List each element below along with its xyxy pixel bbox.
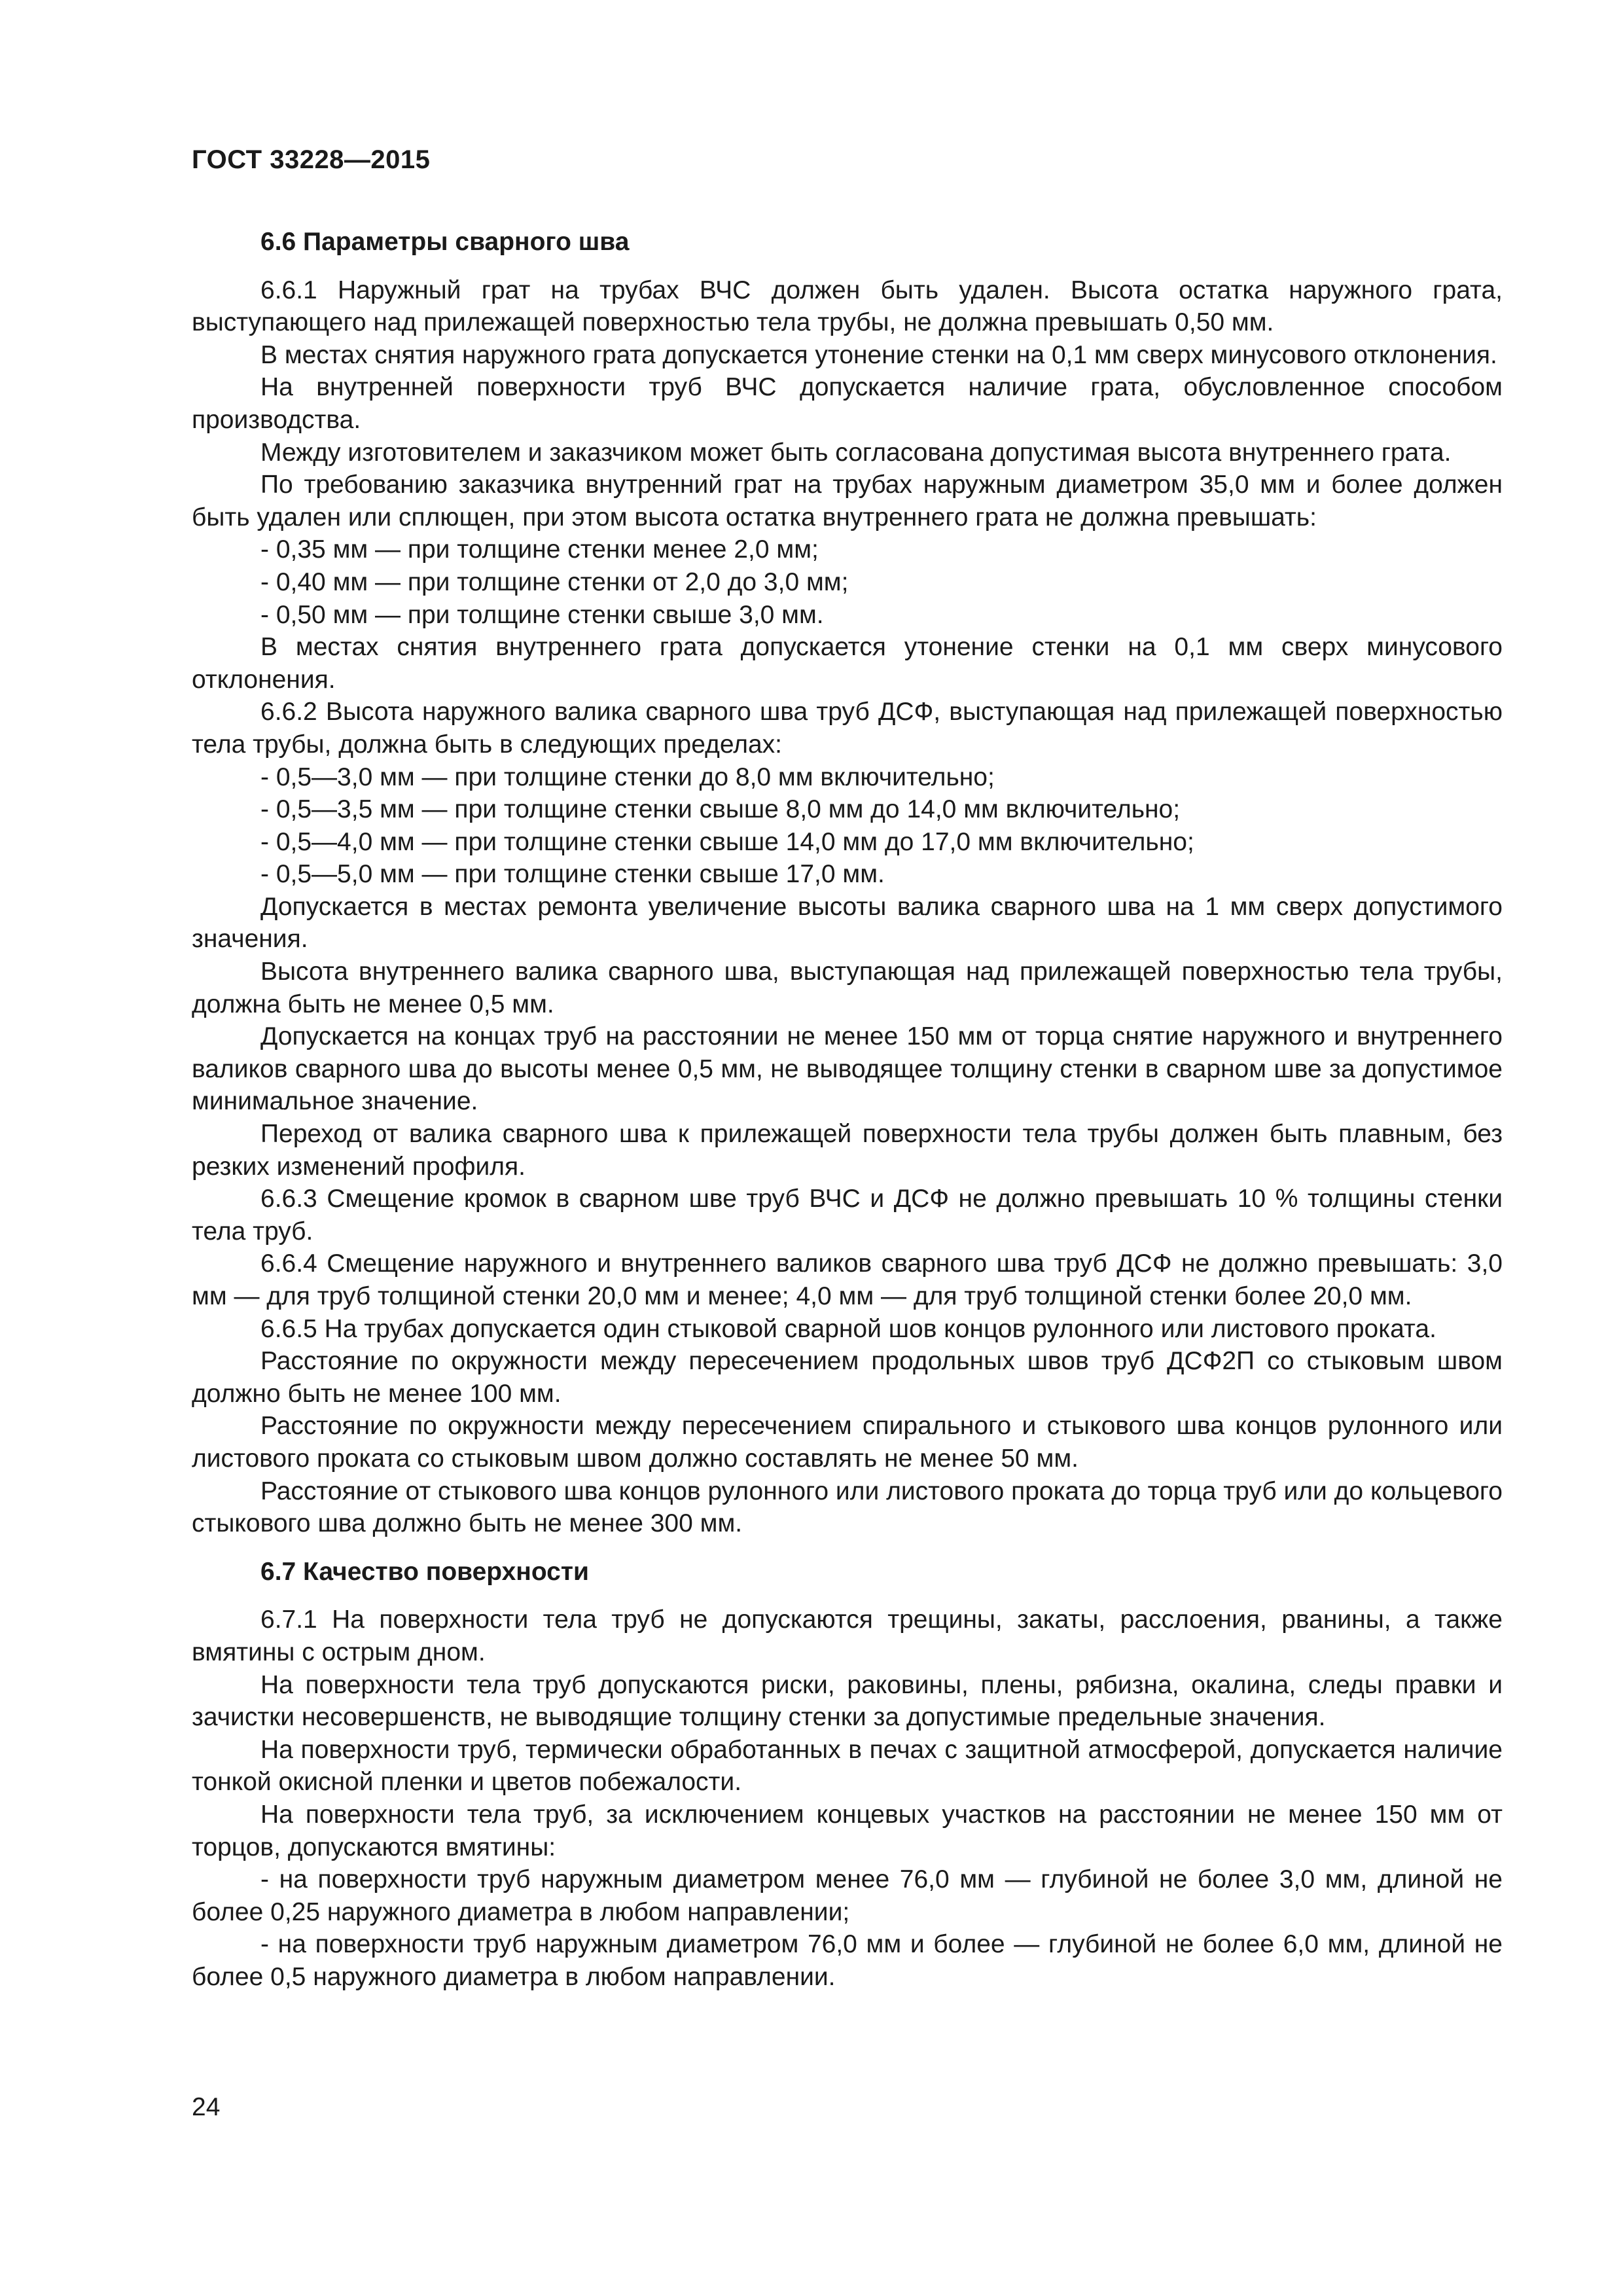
list-item: - 0,5—3,5 мм — при толщине стенки свыше 8,0 мм до 14,0 мм включительно; (260, 795, 1181, 824)
paragraph: Допускается в местах ремонта увеличение высоты валика сварного шва на 1 мм сверх допустимого значения. (192, 892, 1503, 954)
paragraph: 6.6.3 Смещение кромок в сварном шве труб ВЧС и ДСФ не должно превышать 10 % толщины стенки тела труб. (192, 1185, 1503, 1246)
list-item: - на поверхности труб наружным диаметром 76,0 мм и более — глубиной не более 6,0 мм, длиной не более 0,5 наружного диаметра в любом направлении. (192, 1930, 1503, 1991)
list-item: - 0,5—5,0 мм — при толщине стенки свыше 17,0 мм. (260, 860, 885, 889)
paragraph: 6.6.5 На трубах допускается один стыковой сварной шов концов рулонного или листового проката. (260, 1314, 1436, 1343)
section-heading-6-6: 6.6 Параметры сварного шва (260, 228, 630, 256)
list-item: - 0,35 мм — при толщине стенки менее 2,0 мм; (260, 535, 819, 564)
list-item: - 0,40 мм — при толщине стенки от 2,0 до 3,0 мм; (260, 567, 849, 596)
paragraph: В местах снятия наружного грата допускается утонение стенки на 0,1 мм сверх минусового отклонения. (260, 340, 1497, 369)
paragraph: Расстояние от стыкового шва концов рулонного или листового проката до торца труб или до кольцевого стыкового шва должно быть не менее 300 мм. (192, 1477, 1503, 1538)
paragraph: 6.6.4 Смещение наружного и внутреннего валиков сварного шва труб ДСФ не должно превышать: 3,0 мм — для труб толщиной стенки 20,0 мм и менее; 4,0 мм — для труб толщиной стенки более 20,0 мм. (192, 1249, 1503, 1310)
paragraph: 6.6.1 Наружный грат на трубах ВЧС должен быть удален. Высота остатка наружного грата, выступающего над прилежащей поверхностью тела трубы, не должна превышать 0,50 мм. (192, 276, 1503, 337)
paragraph: На внутренней поверхности труб ВЧС допускается наличие грата, обусловленное способом производства. (192, 373, 1503, 434)
paragraph: Высота внутреннего валика сварного шва, выступающая над прилежащей поверхностью тела трубы, должна быть не менее 0,5 мм. (192, 958, 1503, 1018)
paragraph: В местах снятия внутреннего грата допускается утонение стенки на 0,1 мм сверх минусового отклонения. (192, 633, 1503, 694)
paragraph: Переход от валика сварного шва к прилежащей поверхности тела трубы должен быть плавным, без резких изменений профиля. (192, 1120, 1503, 1181)
paragraph: По требованию заказчика внутренний грат на трубах наружным диаметром 35,0 мм и более должен быть удален или сплющен, при этом высота остатка внутреннего грата не должна превышать: (192, 471, 1503, 531)
paragraph: Между изготовителем и заказчиком может быть согласована допустимая высота внутреннего грата. (260, 438, 1452, 467)
paragraph: Расстояние по окружности между пересечением продольных швов труб ДСФ2П со стыковым швом должно быть не менее 100 мм. (192, 1347, 1503, 1408)
paragraph: 6.7.1 На поверхности тела труб не допускаются трещины, закаты, расслоения, рванины, а также вмятины с острым дном. (192, 1605, 1503, 1666)
list-item: - на поверхности труб наружным диаметром менее 76,0 мм — глубиной не более 3,0 мм, длиной не более 0,25 наружного диаметра в любом направлении; (192, 1865, 1503, 1926)
list-item: - 0,50 мм — при толщине стенки свыше 3,0 мм. (260, 600, 824, 629)
paragraph: На поверхности труб, термически обработанных в печах с защитной атмосферой, допускается наличие тонкой окисной пленки и цветов побежалости. (192, 1735, 1503, 1797)
list-item: - 0,5—3,0 мм — при толщине стенки до 8,0 мм включительно; (260, 762, 995, 791)
paragraph: На поверхности тела труб допускаются риски, раковины, плены, рябизна, окалина, следы правки и зачистки несовершенств, не выводящие толщину стенки за допустимые предельные значения. (192, 1670, 1503, 1732)
document-body (192, 226, 1503, 1993)
paragraph: Допускается на концах труб на расстоянии не менее 150 мм от торца снятие наружного и внутреннего валиков сварного шва до высоты менее 0,5 мм, не выводящее толщину стенки в сварном шве за допустимое минимальное значение. (192, 1022, 1503, 1116)
page-number: 24 (192, 2093, 221, 2121)
section-heading-6-7: 6.7 Качество поверхности (260, 1557, 589, 1586)
paragraph: Расстояние по окружности между пересечением спирального и стыкового шва концов рулонного или листового проката со стыковым швом должно составлять не менее 50 мм. (192, 1412, 1503, 1473)
document-header: ГОСТ 33228—2015 (192, 145, 431, 174)
list-item: - 0,5—4,0 мм — при толщине стенки свыше 14,0 мм до 17,0 мм включительно; (260, 827, 1194, 856)
paragraph: На поверхности тела труб, за исключением концевых участков на расстоянии не менее 150 мм от торцов, допускаются вмятины: (192, 1800, 1503, 1861)
paragraph: 6.6.2 Высота наружного валика сварного шва труб ДСФ, выступающая над прилежащей поверхностью тела трубы, должна быть в следующих пределах: (192, 698, 1503, 759)
